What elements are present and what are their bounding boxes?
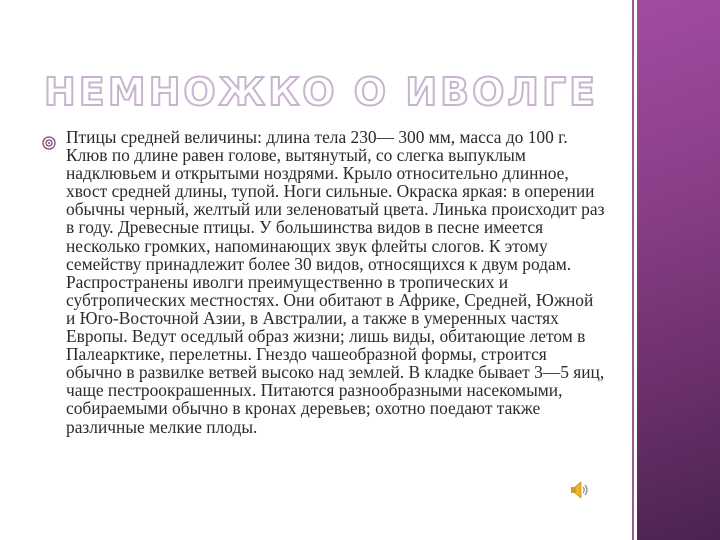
target-bullet-icon [42, 136, 56, 150]
side-decor-panel [637, 0, 720, 540]
side-divider [632, 0, 634, 540]
speaker-icon[interactable] [570, 481, 590, 499]
body-paragraph: Птицы средней величины: длина тела 230— 300 мм, масса до 100 г. Клюв по длине равен голове, вытянутый, со слегка выпуклым надклювьем и открытыми ноздрями. Крыло относительно длинное, хвост средней длины, тупой. Ноги сильные. Окраска яркая: в оперении обычны черный, желтый или зеленоватый цвета. Линька происходит раз в году. Древесные птицы. У большинства видов в песне имеется несколько громких, напоминающих звук флейты слогов. К этому семейству принадлежит более 30 видов, относящихся к двум родам. Распространены иволги преимущественно в тропических и субтропических местностях. Они обитают в Африке, Средней, Южной и Юго-Восточной Азии, в Австралии, а также в умеренных частях Европы. Ведут оседлый образ жизни; лишь виды, обитающие летом в Палеарктике, перелетны. Гнездо чашеобразной формы, строится обычно в развилке ветвей высоко над землей. В кладке бывает 3—5 яиц, чаще пестроокрашенных. Питаются разнообразными насекомыми, собираемыми обычно в кронах деревьев; охотно поедают также различные мелкие плоды. [66, 127, 605, 437]
slide-title: НЕМНОЖКО О ИВОЛГЕ [44, 70, 599, 114]
